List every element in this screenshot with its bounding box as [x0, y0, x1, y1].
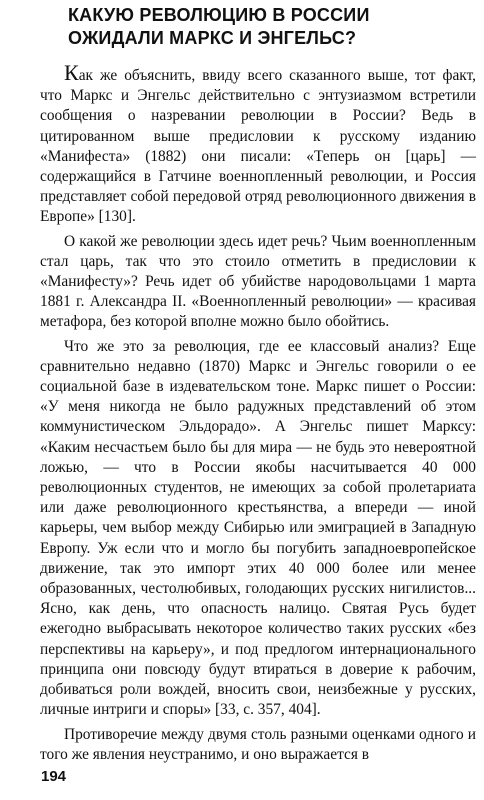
body-text	[40, 60, 476, 765]
paragraph-1	[40, 60, 476, 228]
page-number: 194	[41, 768, 67, 785]
chapter-heading-line-2: ОЖИДАЛИ МАРКС И ЭНГЕЛЬС?	[68, 28, 357, 48]
paragraph-3: Что же это за революция, где ее классовый анализ? Еще сравнительно недавно (1870) Маркс и Энгельс говорили о ее социальной базе в издевательском тоне. Маркс пишет о России: «У меня никогда не было радужных представлений об этом коммунистическом Эльдорадо». А Энгельс пишет Марксу: «Каким несчастьем было бы для мира — не будь это невероятной ложью, — что в России якобы насчитывается 40 000 революционных студентов, не имеющих за собой пролетариата или даже революционного крестьянства, а впереди — иной карьеры, чем выбор между Сибирью или эмиграцией в Западную Европу. Уж если что и могло бы погубить западноевропейское движение, так это импорт этих 40 000 более или менее образованных, честолюбивых, голодающих русских нигилистов... Ясно, как день, что опасность налицо. Святая Русь будет ежегодно выбрасывать некоторое количество таких русских «без перспективы на карьеру», и под предлогом интернационального принципа они повсюду будут втираться в доверие к рабочим, добиваться роли вождей, вносить свои, неизбежные у русских, личные интриги и споры» [33, с. 357, 404].	[40, 337, 476, 719]
drop-cap: К	[64, 60, 79, 85]
paragraph-4: Противоречие между двумя столь разными оценками одного и того же явления неустранимо, и оно выражается в	[40, 725, 476, 763]
paragraph-1-text: ак же объяснить, ввиду всего сказанного выше, тот факт, что Маркс и Энгельс действительно с энтузиазмом встретили сообщения о назревании революции в России? Ведь в цитированном выше предисловии к русскому изданию «Манифеста» (1882) они писали: «Теперь он [царь] — содержащийся в Гатчине военнопленный революции, и Россия представляет собой передовой отряд революционного движения в Европе» [130].	[40, 67, 476, 226]
paragraph-2: О какой же революции здесь идет речь? Чьим военнопленным стал царь, так что это стоило отметить в предисловии к «Манифесту»? Речь идет об убийстве народовольцами 1 марта 1881 г. Александра II. «Военнопленный революции» — красивая метафора, без которой вполне можно было обойтись.	[40, 232, 476, 331]
chapter-heading	[68, 4, 468, 50]
chapter-heading-line-1: КАКУЮ РЕВОЛЮЦИЮ В РОССИИ	[68, 5, 370, 25]
